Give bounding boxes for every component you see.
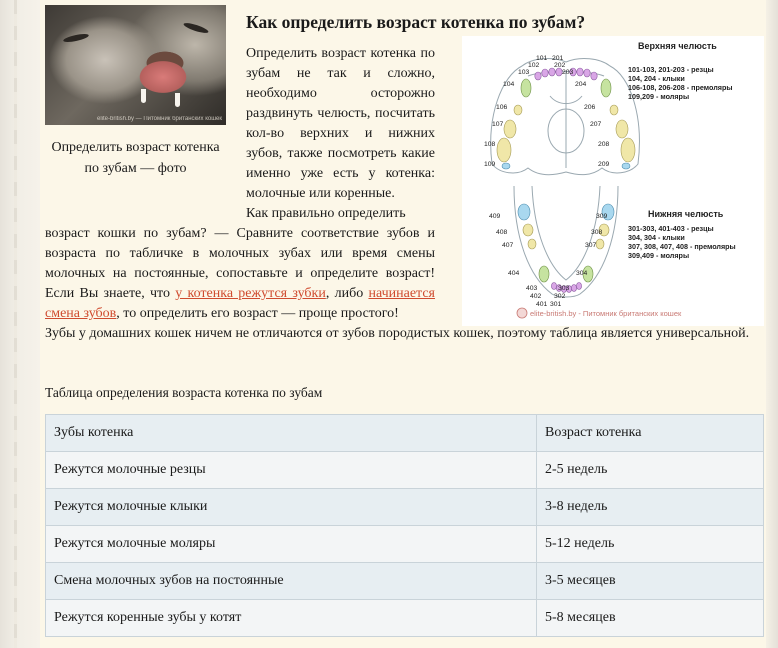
- paragraph-2-end: , то определить его возраст — проще простого!: [116, 306, 399, 321]
- tooth-num-404: 404: [508, 270, 520, 277]
- tooth-num-302: 302: [554, 293, 566, 300]
- table-row: [46, 452, 764, 489]
- tooth-num-409: 409: [489, 213, 501, 220]
- photo-caption: Определить возраст котенка по зубам — фото: [51, 140, 220, 176]
- lower-jaw-title: Нижняя челюсть: [648, 209, 724, 219]
- upper-legend-3: 106-108, 206-208 - премоляры: [628, 83, 733, 92]
- tooth-num-402: 402: [530, 293, 542, 300]
- tooth-num-201: 201: [552, 55, 564, 62]
- table-title: Таблица определения возраста котенка по зубам: [45, 385, 323, 400]
- tooth-num-103: 103: [518, 69, 530, 76]
- table-row: [46, 563, 764, 600]
- table-cell-teeth: Смена молочных зубов на постоянные: [46, 563, 537, 600]
- link-kitten-teething[interactable]: у котенка режутся зубки: [175, 286, 326, 301]
- upper-legend-4: 109,209 - моляры: [628, 92, 690, 101]
- tooth-num-303: 303: [558, 285, 570, 292]
- lower-legend-3: 307, 308, 407, 408 - премоляры: [628, 242, 736, 251]
- table-cell-age: 5-8 месяцев: [537, 600, 764, 637]
- tooth-num-101: 101: [536, 55, 548, 62]
- paragraph-3: Зубы у домашних кошек ничем не отличаются от зубов породистых кошек, поэтому таблица является универсальной.: [45, 326, 750, 341]
- tooth-num-107: 107: [492, 121, 504, 128]
- diagram-watermark: elite-british.by - Питомник британских кошек: [530, 309, 682, 318]
- table-cell-age: 5-12 недель: [537, 526, 764, 563]
- photo-watermark: elite-british.by — Питомник британских кошек: [96, 116, 222, 122]
- tooth-num-206: 206: [584, 104, 596, 111]
- watermark-logo-icon: [517, 308, 527, 318]
- tooth-num-308: 308: [591, 229, 603, 236]
- cat-fang-left: [141, 89, 146, 103]
- table-cell-teeth: Режутся коренные зубы у котят: [46, 600, 537, 637]
- tooth-num-307: 307: [585, 242, 597, 249]
- table-cell-teeth: Режутся молочные моляры: [46, 526, 537, 563]
- upper-jaw-title: Верхняя челюсть: [638, 41, 717, 51]
- tooth-num-208: 208: [598, 141, 610, 148]
- tooth-num-407: 407: [502, 242, 514, 249]
- tooth-num-403: 403: [526, 285, 538, 292]
- table-row: [46, 526, 764, 563]
- link-teeth-change[interactable]: начинается смена зубов: [45, 286, 435, 321]
- upper-legend-2: 104, 204 - клыки: [628, 74, 685, 83]
- lower-legend-1: 301-303, 401-403 - резцы: [628, 224, 714, 233]
- table-cell-age: 3-8 недель: [537, 489, 764, 526]
- table-header-teeth: Зубы котенка: [46, 415, 537, 452]
- tooth-num-207: 207: [590, 121, 602, 128]
- table-row: [46, 489, 764, 526]
- table-cell-teeth: Режутся молочные клыки: [46, 489, 537, 526]
- kitten-age-table: [45, 414, 764, 637]
- tooth-num-108: 108: [484, 141, 496, 148]
- paragraph-2-mid: , либо: [325, 286, 369, 301]
- tooth-num-309: 309: [596, 213, 608, 220]
- cat-eye-left: [63, 32, 90, 43]
- table-cell-age: 3-5 месяцев: [537, 563, 764, 600]
- tooth-num-202: 202: [554, 62, 566, 69]
- tooth-num-109: 109: [484, 161, 496, 168]
- tooth-num-408: 408: [496, 229, 508, 236]
- cat-eye-right: [183, 21, 210, 35]
- tooth-num-401: 401: [536, 301, 548, 308]
- page-right-border: [766, 0, 778, 648]
- cat-fang-right: [175, 93, 180, 107]
- tooth-num-301: 301: [550, 301, 562, 308]
- paragraph-2-text: возраст кошки по зубам? — Сравните соответствие зубов и возраста по табличке в молочных зубах или время смены молочных на постоянные, сопоставьте и определите возраст! Если Вы знаете, что: [45, 226, 435, 301]
- lower-tooth-numbers: [489, 213, 608, 308]
- article-heading: Как определить возраст котенка по зубам?: [246, 12, 586, 32]
- paragraph-2-first-line: Как правильно определить: [246, 206, 406, 221]
- lower-legend-2: 304, 304 - клыки: [628, 233, 685, 242]
- tooth-num-304: 304: [576, 270, 588, 277]
- tooth-num-102: 102: [528, 62, 540, 69]
- table-cell-teeth: Режутся молочные резцы: [46, 452, 537, 489]
- page-left-border: [0, 0, 40, 648]
- intro-paragraph: Определить возраст котенка по зубам не так и сложно, необходимо осторожно раздвинуть челюсть, посчитать кол-во верхних и нижних зубов, также посмотреть какие именно уже есть у котенка: молочные или коренные.: [246, 46, 435, 201]
- tooth-num-203: 203: [562, 69, 574, 76]
- table-header-row: [46, 415, 764, 452]
- paragraph-2: [45, 204, 435, 324]
- tooth-num-209: 209: [598, 161, 610, 168]
- table-row: [46, 600, 764, 637]
- teeth-diagram[interactable]: [462, 36, 764, 326]
- upper-legend-1: 101-103, 201-203 - резцы: [628, 65, 714, 74]
- tooth-num-104: 104: [503, 81, 515, 88]
- lower-legend-4: 309,409 - моляры: [628, 251, 690, 260]
- table-header-age: Возраст котенка: [537, 415, 764, 452]
- tooth-num-106: 106: [496, 104, 508, 111]
- table-cell-age: 2-5 недель: [537, 452, 764, 489]
- tooth-num-204: 204: [575, 81, 587, 88]
- kitten-teeth-photo[interactable]: [45, 5, 226, 125]
